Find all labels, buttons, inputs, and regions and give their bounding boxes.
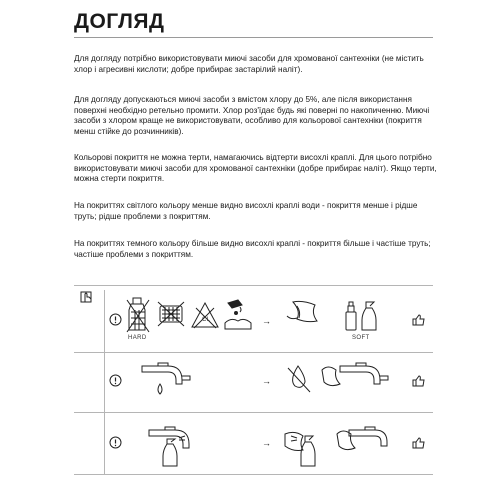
warning-icon-2 [109,374,122,392]
paragraph-3: Кольорові покриття не можна терти, намагаючись відтерти висохлі краплі. Для цього потрібно використовувати миючі засоби для хромованої сантехніки (добре прибирає наліт). Якщо терти, можна стерти покриття. [74,153,437,184]
spray-faucet-icon [145,424,201,473]
hand-icon [80,290,96,309]
spray-cloth-icon [283,424,327,473]
grid-column-divider [104,290,105,475]
paragraph-2: Для догляду допускаються миючі засоби з вмістом хлору до 5%, але після використання поверхні необхідно ретельно промити. Хлор роз'їдає будь які поверні по накопиченню. Миючі засоби з хлором краще не використовувати, особливо для кольорової сантехніки (покриття менш стійке до розчинників). [74,95,430,136]
spray-bottle-icon [342,296,382,337]
soft-label: SOFT [352,335,370,341]
cloth-icon [285,298,325,335]
arrow-icon-2: → [262,376,271,386]
faucet-wipe-icon [335,424,397,473]
drop-wipe-icon [286,362,314,403]
grid-divider-top [74,285,433,286]
grid-divider-bottom [74,474,433,475]
warning-icon-3 [109,436,122,454]
page-title: ДОГЛЯД [74,10,165,33]
thumbs-up-icon-1 [412,313,426,331]
grid-divider-1 [74,352,433,353]
arrow-icon-1: → [262,316,271,326]
grid-divider-2 [74,412,433,413]
faucet-drop-icon [140,362,196,407]
crossed-brush-icon [125,296,153,339]
warning-icon [109,313,122,331]
paragraph-5: На покриттях темного кольору більше видно висохлі краплі - покриття більше і частіше труть; частіше проблеми з покриттям. [74,239,431,259]
chlorine-label: CL [202,317,211,323]
pour-on-hands-icon [222,297,254,338]
paragraph-1: Для догляду потрібно використовувати миючі засоби для хромованої сантехніки (не містить хлор і агресивні кислоти; добре прибирає застарілий наліт). [74,54,424,74]
thumbs-up-icon-2 [412,374,426,392]
arrow-icon-3: → [262,438,271,448]
paragraph-4: На покриттях світлого кольору менше видно висохлі краплі води - покриття менше і рідше труть; рідше проблеми з покриттям. [74,201,418,221]
title-divider [74,37,433,38]
thumbs-up-icon-3 [412,436,426,454]
crossed-sponge-icon [156,300,186,333]
hard-label: HARD [128,335,147,341]
faucet-cloth-icon [320,362,396,407]
